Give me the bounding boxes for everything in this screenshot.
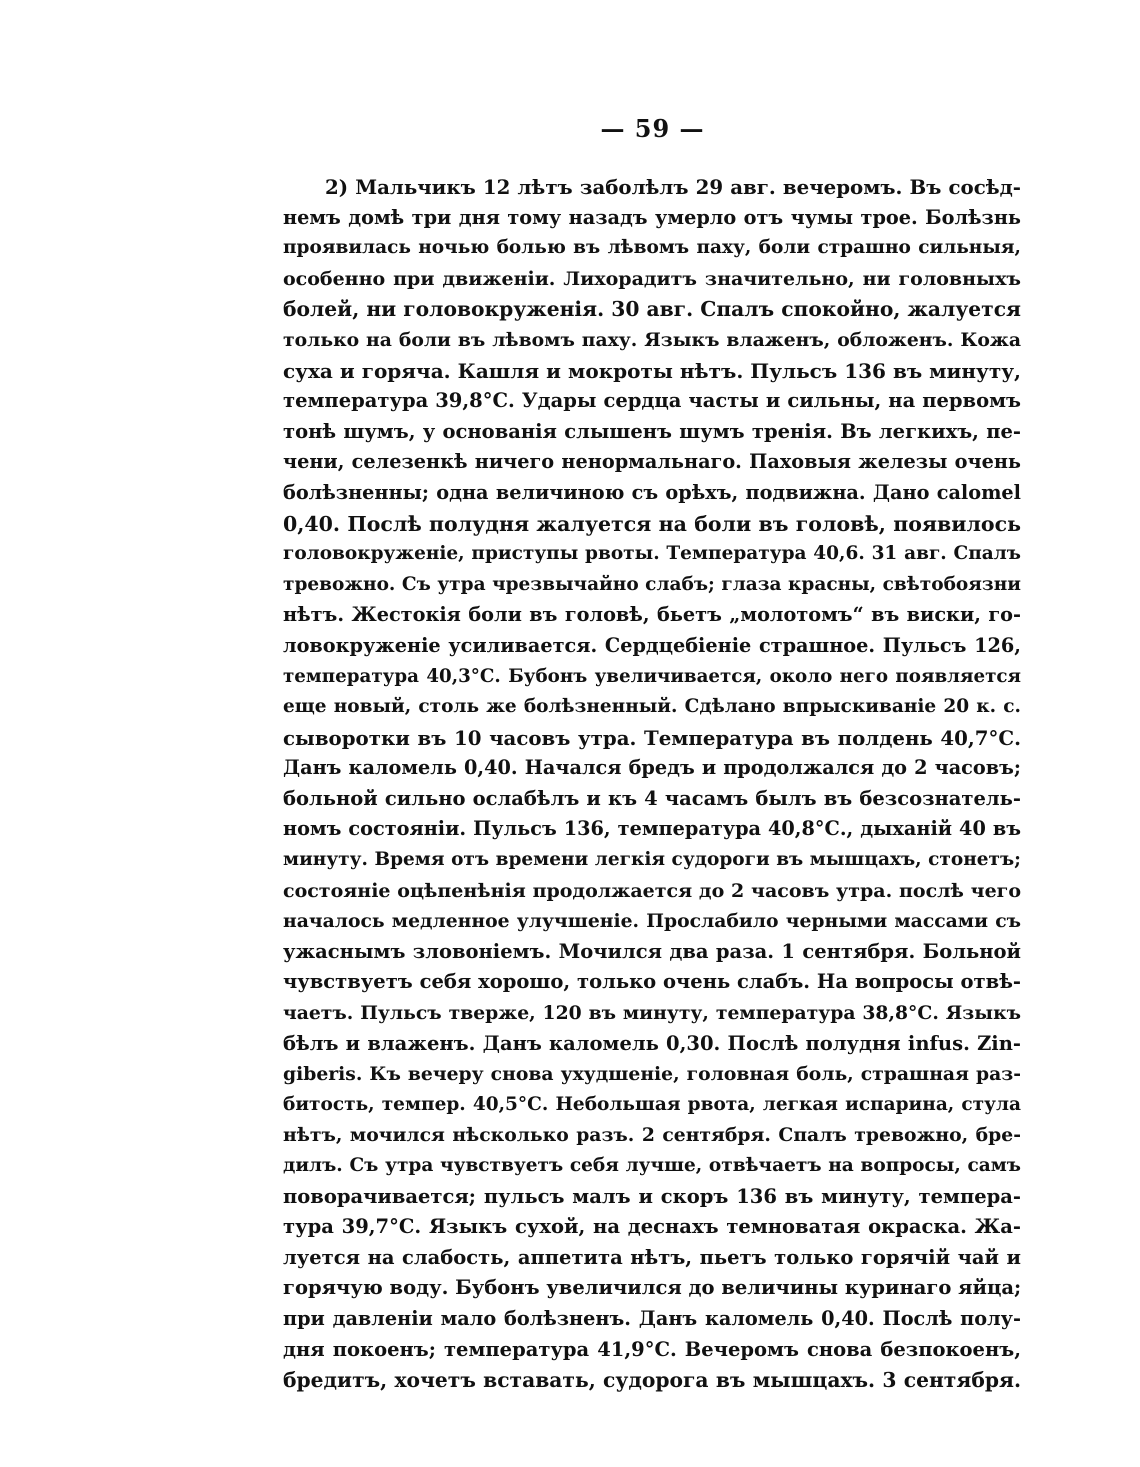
text-line: поворачивается; пульсъ малъ и скоръ 136 въ минуту, темпера- <box>283 1184 1021 1208</box>
text-line: суха и горяча. Кашля и мокроты нѣтъ. Пульсъ 136 въ минуту, <box>283 358 1021 383</box>
text-line: при давленіи мало болѣзненъ. Данъ каломель 0,40. Послѣ полу- <box>283 1306 1021 1330</box>
text-line: giberis. Къ вечеру снова ухудшеніе, головная боль, страшная раз- <box>283 1063 1021 1086</box>
text-line: нѣтъ, мочился нѣсколько разъ. 2 сентября. Спалъ тревожно, бре- <box>283 1124 1021 1147</box>
text-line: больной сильно ослабѣлъ и къ 4 часамъ былъ въ безсознатель- <box>283 786 1021 810</box>
text-line: 0,40. Послѣ полудня жалуется на боли въ головѣ, появилось <box>283 511 1021 536</box>
text-line: битость, темпер. 40,5°С. Небольшая рвота, легкая испарина, стула <box>283 1093 1021 1115</box>
text-line: началось медленное улучшеніе. Прослабило черными массами съ <box>283 910 1021 933</box>
page-number: — 59 — <box>600 114 705 143</box>
text-line: минуту. Время отъ времени легкія судороги въ мышцахъ, стонетъ; <box>283 849 1021 871</box>
text-line: проявилась ночью болью въ лѣвомъ паху, боли страшно сильныя, <box>283 237 1021 259</box>
text-line: бѣлъ и влаженъ. Данъ каломель 0,30. Послѣ полудня infus. Zin- <box>283 1031 1021 1055</box>
text-line: 2) Мальчикъ 12 лѣтъ заболѣлъ 29 авг. вечеромъ. Въ сосѣд- <box>325 175 1021 199</box>
text-line: болѣзненны; одна величиною съ орѣхъ, подвижна. Дано calomel <box>283 480 1021 504</box>
text-line: особенно при движеніи. Лихорадитъ значительно, ни головныхъ <box>283 267 1021 290</box>
text-line: Данъ каломель 0,40. Начался бредъ и продолжался до 2 часовъ; <box>283 756 1021 780</box>
text-line: немъ домѣ три дня тому назадъ умерло отъ чумы трое. Болѣзнь <box>283 205 1021 229</box>
text-line: головокруженіе, приступы рвоты. Температура 40,6. 31 авг. Спалъ <box>283 543 1021 565</box>
text-line: только на боли въ лѣвомъ паху. Языкъ влаженъ, обложенъ. Кожа <box>283 328 1021 351</box>
text-line: ужаснымъ зловоніемъ. Мочился два раза. 1 сентября. Больной <box>283 939 1021 963</box>
text-line: чувствуетъ себя хорошо, только очень слабъ. На вопросы отвѣ- <box>283 970 1021 994</box>
text-line: температура 39,8°С. Удары сердца часты и сильны, на первомъ <box>283 389 1021 413</box>
text-line: дня покоенъ; температура 41,9°С. Вечеромъ снова безпокоенъ, <box>283 1337 1021 1361</box>
text-line: тура 39,7°С. Языкъ сухой, на деснахъ темноватая окраска. Жа- <box>283 1215 1021 1239</box>
text-line: состояніе оцѣпенѣнія продолжается до 2 часовъ утра. послѣ чего <box>283 879 1021 902</box>
text-line: горячую воду. Бубонъ увеличился до величины куринаго яйца; <box>283 1276 1021 1300</box>
text-line: тревожно. Съ утра чрезвычайно слабъ; глаза красны, свѣтобоязни <box>283 573 1021 595</box>
text-line: температура 40,3°С. Бубонъ увеличивается, около него появляется <box>283 665 1021 687</box>
body-text <box>283 172 1021 1396</box>
text-line: бредитъ, хочетъ вставать, судорога въ мышцахъ. 3 сентября. <box>283 1368 1021 1393</box>
text-line: номъ состояніи. Пульсъ 136, температура 40,8°С., дыханій 40 въ <box>283 817 1021 841</box>
text-line: чаетъ. Пульсъ тверже, 120 въ минуту, температура 38,8°С. Языкъ <box>283 1002 1021 1025</box>
text-line: дилъ. Съ утра чувствуетъ себя лучше, отвѣчаетъ на вопросы, самъ <box>283 1155 1021 1176</box>
text-line: чени, селезенкѣ ничего ненормальнаго. Паховыя железы очень <box>283 450 1021 474</box>
text-line: болей, ни головокруженія. 30 авг. Спалъ спокойно, жалуется <box>283 297 1021 322</box>
text-line: сыворотки въ 10 часовъ утра. Температура въ полдень 40,7°С. <box>283 725 1021 750</box>
text-line: нѣтъ. Жестокія боли въ головѣ, бьетъ „молотомъ“ въ виски, го- <box>283 603 1021 627</box>
text-line: еще новый, столь же болѣзненный. Сдѣлано впрыскиваніе 20 к. с. <box>283 696 1021 718</box>
text-line: луется на слабость, аппетита нѣтъ, пьетъ только горячій чай и <box>283 1245 1021 1269</box>
text-line: ловокруженіе усиливается. Сердцебіеніе страшное. Пульсъ 126, <box>283 633 1021 657</box>
text-line: тонѣ шумъ, у основанія слышенъ шумъ тренія. Въ легкихъ, пе- <box>283 419 1021 443</box>
